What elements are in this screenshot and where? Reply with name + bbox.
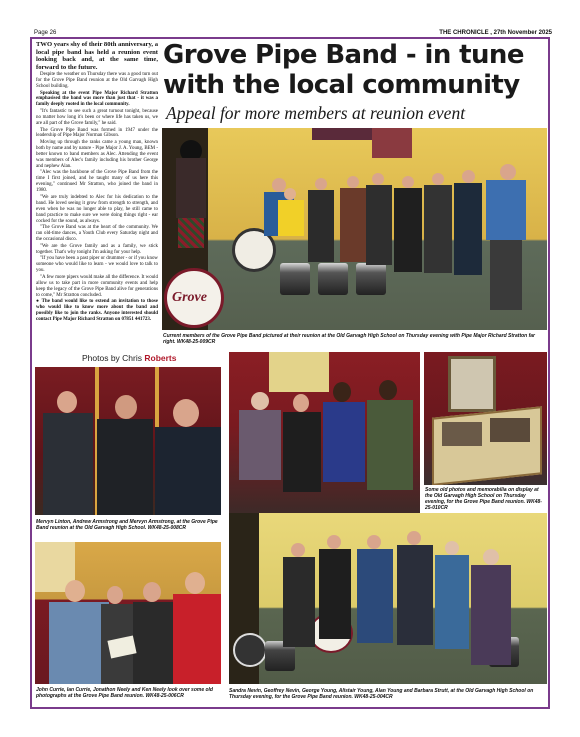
article-paragraph: "A few more pipers would make all the difference. It would allow us to take part in more community events and help keep the legacy of the Grove Pipe Band alive for generations to come," Mr Stratton concluded. xyxy=(36,274,158,298)
caption-memorabilia: Some old photos and memorabilia on display at the Old Garvagh High School on Thursday evening, for the Grove Pipe Band reunion. WK48-25-010CR xyxy=(425,487,542,511)
article-paragraph: "The Grove Band was at the heart of the community. We ran old-time dances, a Youth Club every Saturday night and the occasional disco. xyxy=(36,225,158,243)
article-paragraph: Speaking at the event Pipe Major Richard Stratton emphasised the band was more than just that - it was a family deeply rooted in the local community. xyxy=(36,90,158,108)
article-paragraph: "Alec was the backbone of the Grove Pipe Band from the time I first joined, and he taught many of us here this evening," continued Mr Stratton, who joined the band in 1980. xyxy=(36,170,158,194)
article-paragraph: The Grove Pipe Band was formed in 1947 under the leadership of Pipe Major Norman Gibson. xyxy=(36,127,158,139)
photo-credit-prefix: Photos by Chris xyxy=(82,353,145,363)
page-header xyxy=(34,24,552,36)
photo-currie-neely xyxy=(35,542,221,684)
photo-credit-name: Roberts xyxy=(144,353,177,363)
subheadline: Appeal for more members at reunion event xyxy=(166,103,466,123)
photo-memorabilia xyxy=(424,352,547,485)
article-body xyxy=(36,41,158,325)
photo-band-members xyxy=(162,128,547,330)
caption-trio: Mervyn Linton, Andrew Armstrong and Mervyn Armstrong, at the Grove Pipe Band reunion at the Old Garvagh High School. WK48-25-008CR xyxy=(36,519,218,531)
article-paragraph: Moving up through the ranks came a young man, known both by name and by nature - Pipe Major J. A. Young, BEM - better known to band members as Alec. Attending the event was members of Alec's family including his brother George and nephew Alan. xyxy=(36,140,158,169)
page-number: Page 26 xyxy=(34,30,57,36)
article-paragraph: "We are the Grove family and as a family, we stick together. That's why tonight I'm asking for your help. xyxy=(36,243,158,255)
photo-trio xyxy=(35,367,221,515)
caption-young-family: Sandra Nevin, Geoffrey Nevin, George Young, Alistair Young, Alan Young and Barbara Strutt, at the Old Garvagh High School on Thursday evening, for the Grove Pipe Band reunion. WK48-25-004CR xyxy=(229,688,534,700)
article-paragraph: Despite the weather on Thursday there was a good turn out for the Grove Pipe Band reunion at the Old Garvagh High School building. xyxy=(36,72,158,89)
article-lead: TWO years shy of their 80th anniversary, a local pipe band has held a reunion event looking back and, at the same time, forward to the future. xyxy=(36,41,158,71)
caption-currie-neely: John Currie, Ian Currie, Jonathon Neely and Ken Neely look over some old photographs at the Grove Pipe Band reunion. WK48-25-006CR xyxy=(36,687,213,699)
photo-ladies xyxy=(229,352,420,515)
caption-main: Current members of the Grove Pipe Band pictured at their reunion at the Old Garvagh High School on Thursday evening with Pipe Major Richard Stratton far right. WK48-25-009CR xyxy=(163,333,535,345)
headline: Grove Pipe Band - in tune with the local community xyxy=(163,40,524,100)
article-paragraph: "We are truly indebted to Alec for his dedication to the band. He loved seeing it grow from strength to strength, and even when he was no longer able to play, he still came to band practice to make sure we were doing things right - ear cocked for the sound, as always. xyxy=(36,194,158,224)
drum-lettering: Grove xyxy=(172,290,207,305)
article-call-to-action: ● The band would like to extend an invitation to those who would like to know more about the band and possibly like to join the ranks. Anyone interested should contact Pipe Major Richard Stratton on 07851 441723. xyxy=(36,299,158,323)
article-paragraph: "It's fantastic to see such a great turnout tonight, because no matter how long it's been or where life has taken us, we are all part of the Grove family," he said. xyxy=(36,109,158,126)
photo-young-family xyxy=(229,513,547,684)
photo-credit xyxy=(82,353,177,363)
paper-date: THE CHRONICLE , 27th November 2025 xyxy=(439,30,552,36)
article-paragraph: "If you have been a past piper or drummer - or if you know someone who would like to learn - we would love to talk to you. xyxy=(36,256,158,274)
